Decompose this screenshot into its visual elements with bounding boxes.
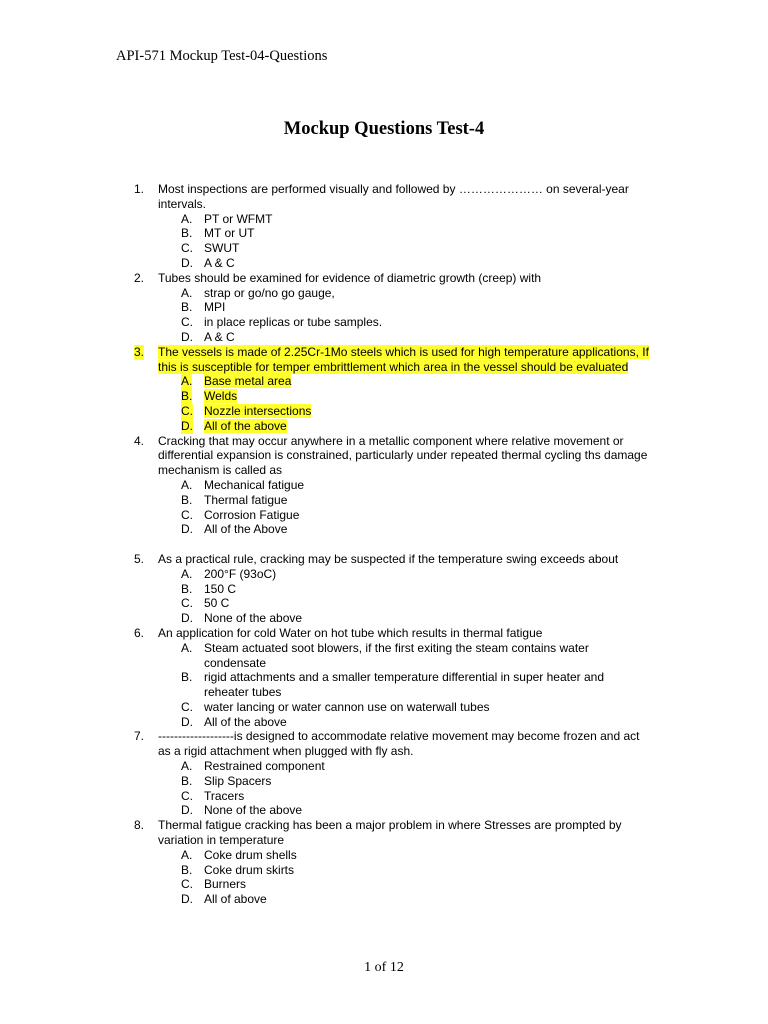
question-text: An application for cold Water on hot tube which results in thermal fatigue bbox=[158, 625, 543, 640]
option-text: None of the above bbox=[204, 611, 303, 626]
option-letter: D. bbox=[181, 255, 193, 270]
question-number: 8. bbox=[134, 818, 145, 833]
option bbox=[0, 641, 768, 671]
option bbox=[0, 212, 768, 227]
option bbox=[0, 315, 768, 330]
option-text: None of the above bbox=[204, 803, 303, 818]
option-text: 150 C bbox=[204, 581, 237, 596]
page-title: Mockup Questions Test-4 bbox=[283, 119, 485, 139]
option-letter: A. bbox=[181, 374, 193, 389]
question-text: As a practical rule, cracking may be suspected if the temperature swing exceeds about bbox=[158, 551, 619, 566]
option-text: Thermal fatigue bbox=[204, 492, 288, 507]
option-text: Slip Spacers bbox=[204, 773, 272, 788]
option-letter: B. bbox=[181, 226, 193, 241]
question-3-highlighted bbox=[0, 345, 768, 375]
option bbox=[0, 877, 768, 892]
option bbox=[0, 300, 768, 315]
option-letter: B. bbox=[181, 492, 193, 507]
option-text: 200°F (93oC) bbox=[204, 566, 277, 581]
option-text: Mechanical fatigue bbox=[204, 477, 305, 492]
question-text: Cracking that may occur anywhere in a metallic component where relative movement or differential expansion is constrained, particularly under repeated thermal cycling ths damage mechanism is called as bbox=[158, 433, 648, 478]
option-text: All of the Above bbox=[204, 522, 288, 537]
option-letter: A. bbox=[181, 847, 193, 862]
option-text bbox=[204, 389, 624, 404]
option-text: 50 C bbox=[204, 596, 230, 611]
option bbox=[0, 493, 768, 508]
question-7 bbox=[0, 729, 768, 759]
option-letter: A. bbox=[181, 477, 193, 492]
option bbox=[0, 892, 768, 907]
option-letter: B. bbox=[181, 670, 193, 685]
option bbox=[0, 330, 768, 345]
option-letter: B. bbox=[181, 773, 193, 788]
option bbox=[0, 774, 768, 789]
option-letter: A. bbox=[181, 640, 193, 655]
option-letter: A. bbox=[181, 211, 193, 226]
option-letter: C. bbox=[181, 699, 193, 714]
option bbox=[0, 419, 768, 434]
option-text: Restrained component bbox=[204, 759, 325, 774]
question-5 bbox=[0, 552, 768, 567]
question-text: Tubes should be examined for evidence of diametric growth (creep) with bbox=[158, 270, 542, 285]
option bbox=[0, 670, 768, 700]
option bbox=[0, 389, 768, 404]
question-list bbox=[0, 182, 768, 907]
page-header: API-571 Mockup Test-04-Questions bbox=[116, 48, 328, 64]
question-number: 5. bbox=[134, 551, 145, 566]
question-number: 7. bbox=[134, 729, 145, 744]
question-6 bbox=[0, 626, 768, 641]
option bbox=[0, 226, 768, 241]
option-text: in place replicas or tube samples. bbox=[204, 315, 383, 330]
option-text bbox=[204, 374, 624, 389]
option-text: Coke drum shells bbox=[204, 847, 297, 862]
option-text: rigid attachments and a smaller temperature differential in super heater and reheater tubes bbox=[204, 670, 605, 700]
option-text bbox=[204, 404, 624, 419]
question-1 bbox=[0, 182, 768, 212]
question-text: -------------------is designed to accommodate relative movement may become frozen and act as a rigid attachment when plugged with fly ash. bbox=[158, 729, 640, 759]
question-text: Thermal fatigue cracking has been a major problem in where Stresses are prompted by variation in temperature bbox=[158, 818, 622, 848]
option-letter: C. bbox=[181, 403, 193, 418]
option-text: MPI bbox=[204, 300, 226, 315]
option-letter: C. bbox=[181, 315, 193, 330]
option-letter: C. bbox=[181, 241, 193, 256]
option-text: Steam actuated soot blowers, if the first exiting the steam contains water condensate bbox=[204, 640, 589, 670]
option bbox=[0, 715, 768, 730]
option bbox=[0, 508, 768, 523]
question-text bbox=[158, 345, 650, 375]
question-number: 2. bbox=[134, 270, 145, 285]
option-text: Corrosion Fatigue bbox=[204, 507, 300, 522]
question-8 bbox=[0, 818, 768, 848]
option bbox=[0, 522, 768, 537]
option-text: All of the above bbox=[204, 714, 287, 729]
option bbox=[0, 803, 768, 818]
option-letter: B. bbox=[181, 389, 193, 404]
option-letter: B. bbox=[181, 300, 193, 315]
option bbox=[0, 789, 768, 804]
option-letter: C. bbox=[181, 596, 193, 611]
option bbox=[0, 256, 768, 271]
option-letter: D. bbox=[181, 522, 193, 537]
question-2 bbox=[0, 271, 768, 286]
option bbox=[0, 404, 768, 419]
option-text: Burners bbox=[204, 877, 247, 892]
page-number: 1 of 12 bbox=[364, 960, 404, 975]
option bbox=[0, 848, 768, 863]
option-letter: A. bbox=[181, 285, 193, 300]
highlighted-text: All of the above bbox=[204, 418, 287, 433]
option-text: strap or go/no go gauge, bbox=[204, 285, 335, 300]
highlighted-text: Base metal area bbox=[204, 374, 292, 389]
option-letter: B. bbox=[181, 581, 193, 596]
option-text: Coke drum skirts bbox=[204, 862, 295, 877]
question-number: 6. bbox=[134, 625, 145, 640]
option-text: All of above bbox=[204, 892, 267, 907]
question-4 bbox=[0, 434, 768, 478]
question-number: 3. bbox=[134, 344, 145, 359]
option bbox=[0, 241, 768, 256]
highlighted-text: The vessels is made of 2.25Cr-1Mo steels which is used for high temperature applications, If this is susceptible for temper embrittlement which area in the vessel should be evaluated bbox=[158, 344, 649, 374]
option-text: water lancing or water cannon use on waterwall tubes bbox=[204, 699, 490, 714]
option-letter: D. bbox=[181, 329, 193, 344]
option bbox=[0, 759, 768, 774]
option-text bbox=[204, 419, 624, 434]
option-letter: A. bbox=[181, 759, 193, 774]
option bbox=[0, 567, 768, 582]
option-text: PT or WFMT bbox=[204, 211, 273, 226]
highlighted-text: Welds bbox=[204, 389, 238, 404]
question-number: 4. bbox=[134, 433, 145, 448]
question-text: Most inspections are performed visually and followed by ………………… on several-year intervals. bbox=[158, 182, 629, 211]
option-letter: B. bbox=[181, 862, 193, 877]
option-text: A & C bbox=[204, 329, 235, 344]
option-letter: D. bbox=[181, 714, 193, 729]
blank-line bbox=[0, 537, 768, 552]
question-number: 1. bbox=[134, 182, 145, 196]
option-letter: C. bbox=[181, 877, 193, 892]
option bbox=[0, 478, 768, 493]
option-text: MT or UT bbox=[204, 226, 255, 241]
option-text: Tracers bbox=[204, 788, 245, 803]
option-text: SWUT bbox=[204, 241, 240, 256]
option-letter: D. bbox=[181, 803, 193, 818]
option bbox=[0, 611, 768, 626]
option-text: A & C bbox=[204, 255, 235, 270]
option bbox=[0, 582, 768, 597]
option bbox=[0, 596, 768, 611]
option-letter: C. bbox=[181, 788, 193, 803]
option-letter: C. bbox=[181, 507, 193, 522]
option-letter: D. bbox=[181, 892, 193, 907]
highlighted-text: Nozzle intersections bbox=[204, 403, 312, 418]
option bbox=[0, 863, 768, 878]
option bbox=[0, 700, 768, 715]
option bbox=[0, 286, 768, 301]
option-letter: D. bbox=[181, 418, 193, 433]
option-letter: A. bbox=[181, 566, 193, 581]
option-letter: D. bbox=[181, 611, 193, 626]
option bbox=[0, 374, 768, 389]
